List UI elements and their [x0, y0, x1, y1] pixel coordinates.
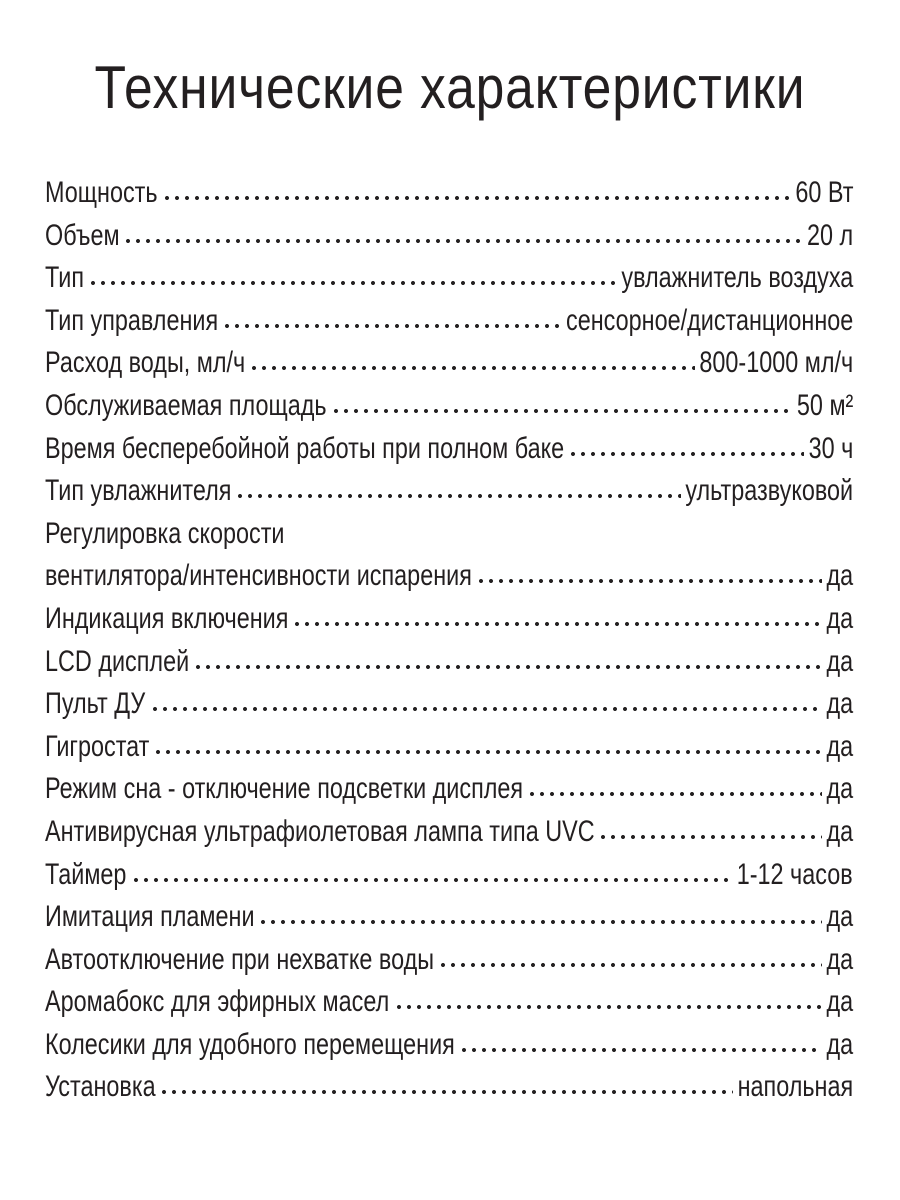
- dot-leader: [88, 280, 617, 286]
- dot-leader: [150, 706, 822, 712]
- spec-value: да: [826, 772, 853, 806]
- spec-label: Тип: [45, 261, 85, 295]
- spec-label: Время бесперебойной работы при полном баке: [45, 431, 565, 465]
- spec-label: Расход воды, мл/ч: [45, 346, 246, 380]
- dot-leader: [394, 1004, 823, 1010]
- spec-row-speed-adjust: [45, 555, 853, 598]
- spec-value: да: [826, 985, 853, 1019]
- spec-value: сенсорное/дистанционное: [565, 303, 853, 337]
- spec-row-control-type: [45, 300, 853, 343]
- dot-leader: [438, 962, 822, 968]
- dot-leader: [292, 621, 822, 627]
- spec-row-power: [45, 172, 853, 215]
- dot-leader: [331, 408, 793, 414]
- spec-value: 30 ч: [808, 431, 853, 465]
- spec-value: да: [826, 900, 853, 934]
- dot-leader: [258, 919, 822, 925]
- dot-leader: [459, 1047, 822, 1053]
- spec-value: 50 м²: [796, 388, 853, 422]
- spec-label: Колесики для удобного перемещения: [45, 1027, 455, 1061]
- dot-leader: [568, 451, 804, 457]
- spec-value: да: [826, 814, 853, 848]
- dot-leader: [193, 664, 822, 670]
- spec-value: да: [826, 644, 853, 678]
- dot-leader: [235, 493, 681, 499]
- spec-row-wheels: [45, 1024, 853, 1067]
- dot-leader: [476, 578, 822, 584]
- spec-label: Регулировка скорости: [45, 516, 285, 550]
- spec-label: Таймер: [45, 857, 127, 891]
- dot-leader: [527, 791, 822, 797]
- spec-label: Пульт ДУ: [45, 687, 146, 721]
- spec-label: Установка: [45, 1070, 156, 1104]
- dot-leader: [131, 877, 734, 883]
- spec-list: [45, 172, 853, 1109]
- spec-value: напольная: [737, 1070, 853, 1104]
- spec-row-remote: [45, 683, 853, 726]
- spec-row-aroma-box: [45, 981, 853, 1024]
- spec-label: Автоотключение при нехватке воды: [45, 942, 435, 976]
- spec-row-speed-adjust-heading: [45, 513, 853, 556]
- spec-row-installation: [45, 1066, 853, 1109]
- spec-row-hygrostat: [45, 726, 853, 769]
- spec-value: 60 Вт: [794, 176, 853, 209]
- spec-label: Гигростат: [45, 729, 150, 763]
- spec-row-auto-off: [45, 939, 853, 982]
- spec-value: да: [826, 942, 853, 976]
- spec-row-sleep-mode: [45, 768, 853, 811]
- dot-leader: [123, 238, 802, 244]
- spec-value: 20 л: [806, 218, 853, 252]
- spec-row-flame-imitation: [45, 896, 853, 939]
- spec-label: вентилятора/интенсивности испарения: [45, 559, 472, 593]
- dot-leader: [598, 834, 822, 840]
- spec-row-water-consumption: [45, 342, 853, 385]
- spec-label: Режим сна - отключение подсветки дисплея: [45, 772, 524, 806]
- dot-leader: [153, 749, 822, 755]
- spec-value: да: [826, 729, 853, 763]
- spec-value: да: [826, 1027, 853, 1061]
- spec-label: Объем: [45, 218, 120, 252]
- spec-value: 1-12 часов: [737, 857, 853, 891]
- spec-row-timer: [45, 854, 853, 897]
- spec-row-uvc-lamp: [45, 811, 853, 854]
- spec-row-humidifier-type: [45, 470, 853, 513]
- spec-label: Имитация пламени: [45, 900, 255, 934]
- spec-label: Обслуживаемая площадь: [45, 388, 327, 422]
- spec-label: Аромабокс для эфирных масел: [45, 985, 390, 1019]
- spec-row-power-indicator: [45, 598, 853, 641]
- dot-leader: [159, 1089, 733, 1095]
- spec-value: да: [826, 559, 853, 593]
- spec-value: да: [826, 601, 853, 635]
- page-title: Технические характеристики: [94, 54, 806, 121]
- dot-leader: [222, 323, 561, 329]
- spec-label: Тип увлажнителя: [45, 474, 232, 508]
- spec-value: да: [826, 687, 853, 721]
- spec-label: Мощность: [45, 176, 158, 209]
- spec-value: увлажнитель воздуха: [621, 261, 853, 295]
- spec-row-type: [45, 257, 853, 300]
- spec-row-volume: [45, 215, 853, 258]
- spec-label: Тип управления: [45, 303, 219, 337]
- spec-value: 800-1000 мл/ч: [699, 346, 853, 380]
- spec-value: ультразвуковой: [685, 474, 853, 508]
- dot-leader: [162, 195, 791, 201]
- spec-row-lcd: [45, 641, 853, 684]
- spec-label: Индикация включения: [45, 601, 289, 635]
- spec-row-area: [45, 385, 853, 428]
- spec-row-runtime: [45, 428, 853, 471]
- spec-label: Антивирусная ультрафиолетовая лампа типа UVC: [45, 814, 595, 848]
- spec-label: LCD дисплей: [45, 644, 190, 678]
- dot-leader: [249, 365, 695, 371]
